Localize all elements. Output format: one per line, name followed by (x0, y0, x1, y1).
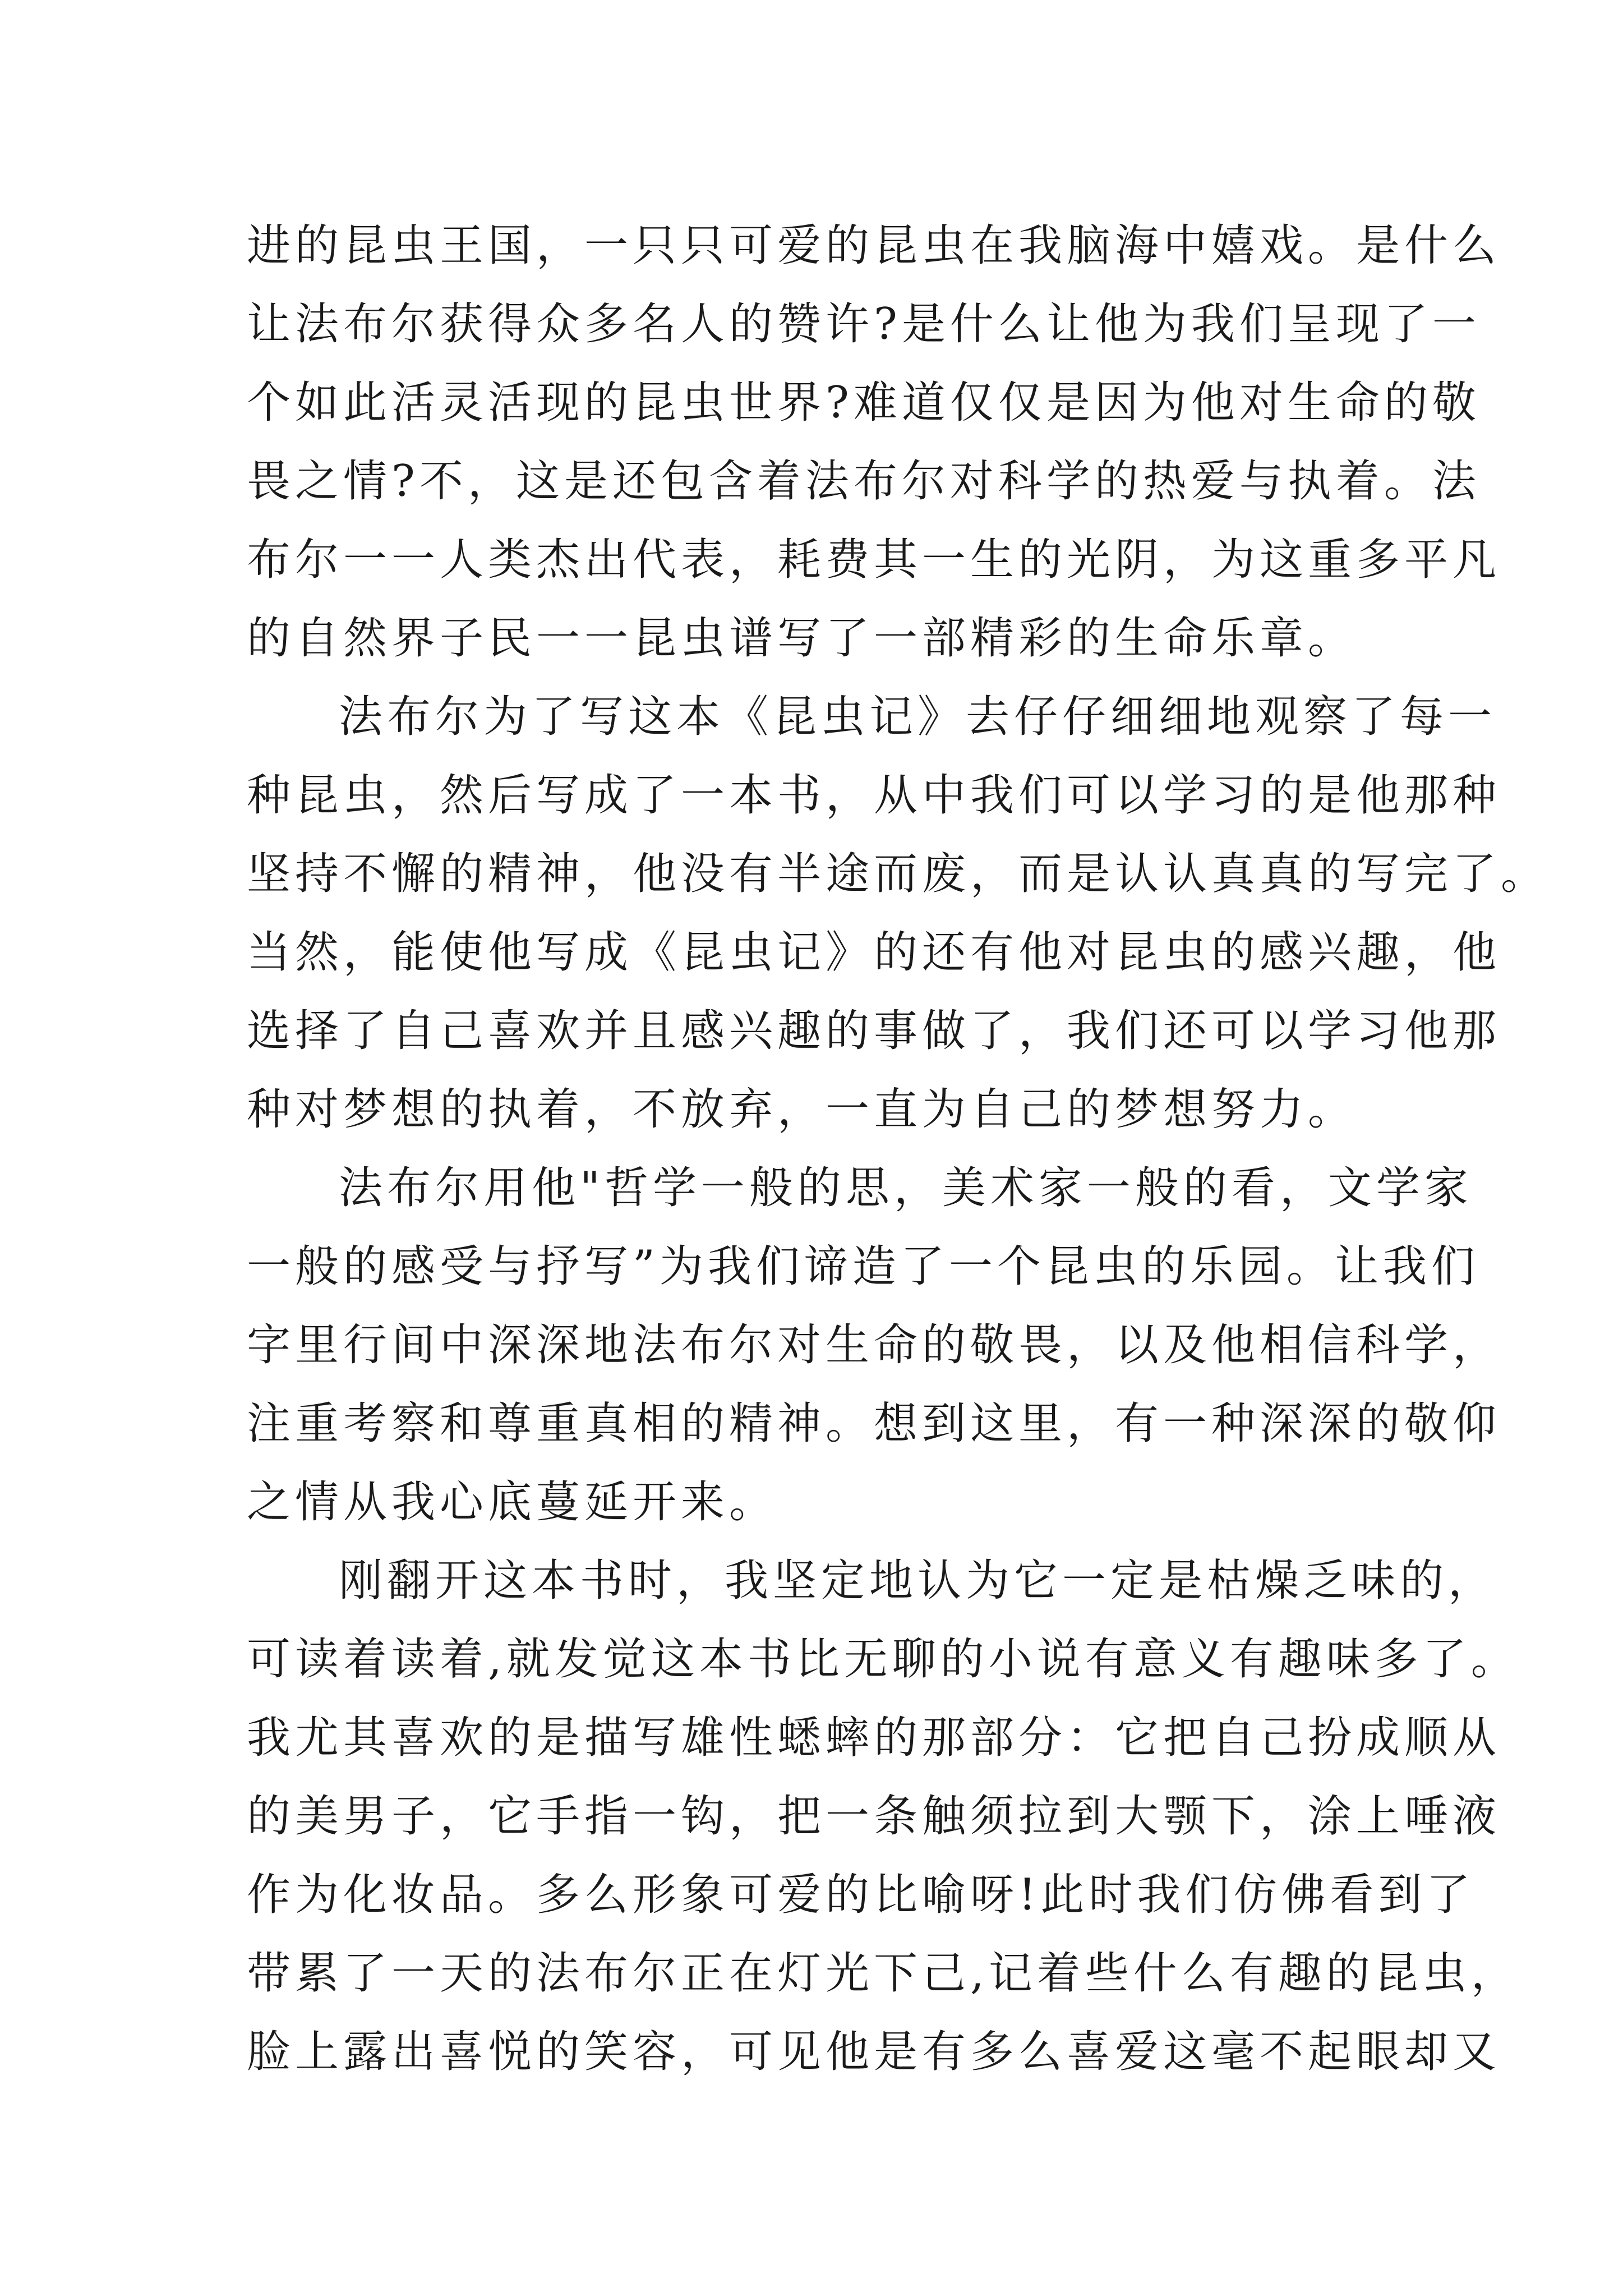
text-line: 我尤其喜欢的是描写雄性蟋蟀的那部分：它把自己扮成顺从 (247, 1713, 1501, 1763)
paragraph-first-line: 法布尔用他"哲学一般的思，美术家一般的看，文学家 (339, 1163, 1473, 1213)
text-line: 的自然界子民一一昆虫谱写了一部精彩的生命乐章。 (247, 613, 1357, 664)
text-line: 字里行间中深深地法布尔对生命的敬畏，以及他相信科学， (247, 1320, 1501, 1370)
text-line: 带累了一天的法布尔正在灯光下己,记着些什么有趣的昆虫， (247, 1948, 1519, 1999)
text-line: 进的昆虫王国，一只只可爱的昆虫在我脑海中嬉戏。是什么 (247, 220, 1501, 271)
document-body (247, 206, 1550, 2091)
text-line: 种昆虫，然后写成了一本书，从中我们可以学习的是他那种 (247, 770, 1501, 821)
text-line: 作为化妆品。多么形象可爱的比喻呀!此时我们仿佛看到了 (247, 1870, 1475, 1920)
text-line: 种对梦想的执着，不放弃，一直为自己的梦想努力。 (247, 1084, 1357, 1135)
text-line: 的美男子，它手指一钩，把一条触须拉到大颚下，涂上唾液 (247, 1791, 1501, 1842)
text-line: 布尔一一人类杰出代表，耗费其一生的光阴，为这重多平凡 (247, 535, 1501, 585)
text-line: 之情从我心底蔓延开来。 (247, 1477, 778, 1527)
text-line: 注重考察和尊重真相的精神。想到这里，有一种深深的敬仰 (247, 1398, 1501, 1449)
text-line: 畏之情?不，这是还包含着法布尔对科学的热爱与执着。法 (247, 456, 1481, 507)
text-line: 让法布尔获得众多名人的赞许?是什么让他为我们呈现了一 (247, 299, 1481, 349)
text-line: 选择了自己喜欢并且感兴趣的事做了，我们还可以学习他那 (247, 1006, 1501, 1056)
text-line: 一般的感受与抒写”为我们谛造了一个昆虫的乐园。让我们 (247, 1241, 1479, 1292)
paragraph-first-line: 刚翻开这本书时，我坚定地认为它一定是枯燥乏味的， (339, 1556, 1497, 1606)
text-line: 坚持不懈的精神，他没有半途而废，而是认认真真的写完了。 (247, 849, 1550, 899)
text-line: 脸上露出喜悦的笑容，可见他是有多么喜爱这毫不起眼却又 (247, 2027, 1501, 2077)
paragraph-first-line: 法布尔为了写这本《昆虫记》去仔仔细细地观察了每一 (339, 692, 1497, 742)
text-line: 当然，能使他写成《昆虫记》的还有他对昆虫的感兴趣，他 (247, 927, 1501, 978)
text-line: 可读着读着,就发觉这本书比无聊的小说有意义有趣味多了。 (247, 1634, 1519, 1685)
text-line: 个如此活灵活现的昆虫世界?难道仅仅是因为他对生命的敬 (247, 378, 1481, 428)
